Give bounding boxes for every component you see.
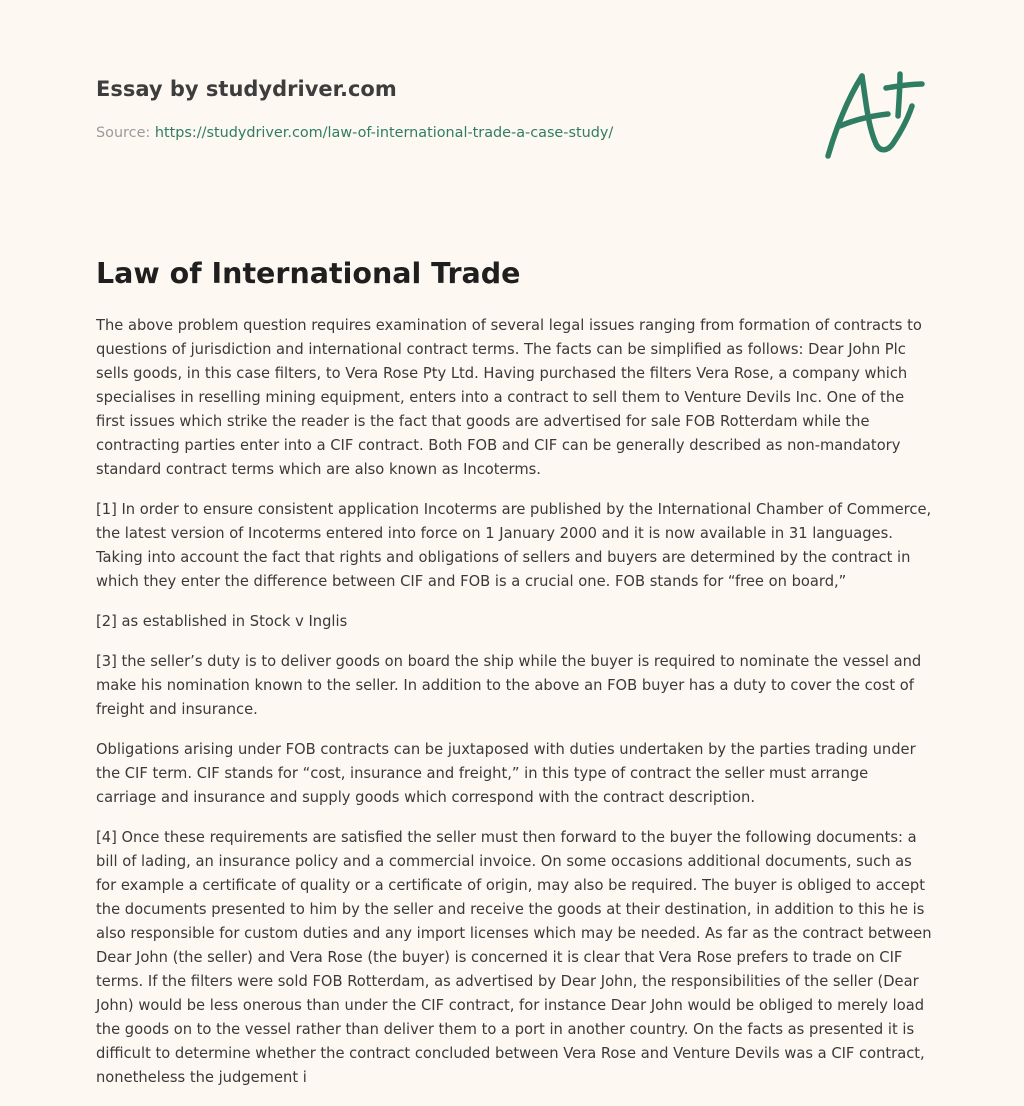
source-line	[96, 122, 613, 144]
brand-title: Essay by studydriver.com	[96, 77, 397, 101]
essay-paragraph: [1] In order to ensure consistent application Incoterms are published by the International Chamber of Commerce, the latest version of Incoterms entered into force on 1 January 2000 and it is now available in 31 languages. Taking into account the fact that rights and obligations of sellers and buyers are determined by the contract in which they enter the difference between CIF and FOB is a crucial one. FOB stands for “free on board,”	[96, 501, 932, 590]
essay-paragraph: [2] as established in Stock v Inglis	[96, 613, 348, 630]
page-header	[96, 72, 928, 172]
essay-paragraph: [4] Once these requirements are satisfied the seller must then forward to the buyer the following documents: a bill of lading, an insurance policy and a commercial invoice. On some occasions additional documents, such as for example a certificate of quality or a certificate of origin, may also be required. The buyer is obliged to accept the documents presented to him by the seller and receive the goods at their destination, in addition to this he is also responsible for custom duties and any import licenses which may be needed. As far as the contract between Dear John (the seller) and Vera Rose (the buyer) is concerned it is clear that Vera Rose prefers to trade on CIF terms. If the filters were sold FOB Rotterdam, as advertised by Dear John, the responsibilities of the seller (Dear John) would be less onerous than under the CIF contract, for instance Dear John would be obliged to merely load the goods on to the vessel rather than deliver them to a port in another country. On the facts as presented it is difficult to determine whether the contract concluded between Vera Rose and Venture Devils was a CIF contract, nonetheless the judgement i	[96, 829, 932, 1086]
essay-paragraph: The above problem question requires examination of several legal issues ranging from formation of contracts to questions of jurisdiction and international contract terms. The facts can be simplified as follows: Dear John Plc sells goods, in this case filters, to Vera Rose Pty Ltd. Having purchased the filters Vera Rose, a company which specialises in reselling mining equipment, enters into a contract to sell them to Venture Devils Inc. One of the first issues which strike the reader is the fact that goods are advertised for sale FOB Rotterdam while the contracting parties enter into a CIF contract. Both FOB and CIF can be generally described as non-mandatory standard contract terms which are also known as Incoterms.	[96, 317, 922, 478]
essay-paragraph: Obligations arising under FOB contracts can be juxtaposed with duties undertaken by the parties trading under the CIF term. CIF stands for “cost, insurance and freight,” in this type of contract the seller must arrange carriage and insurance and supply goods which correspond with the contract description.	[96, 741, 916, 806]
a-plus-logo-icon	[822, 68, 928, 164]
essay-title: Law of International Trade	[96, 257, 521, 290]
essay-body	[96, 314, 932, 1106]
source-label: Source:	[96, 125, 155, 141]
source-link[interactable]: https://studydriver.com/law-of-international-trade-a-case-study/	[154, 125, 614, 141]
essay-paragraph: [3] the seller’s duty is to deliver goods on board the ship while the buyer is required to nominate the vessel and make his nomination known to the seller. In addition to the above an FOB buyer has a duty to cover the cost of freight and insurance.	[96, 653, 922, 718]
